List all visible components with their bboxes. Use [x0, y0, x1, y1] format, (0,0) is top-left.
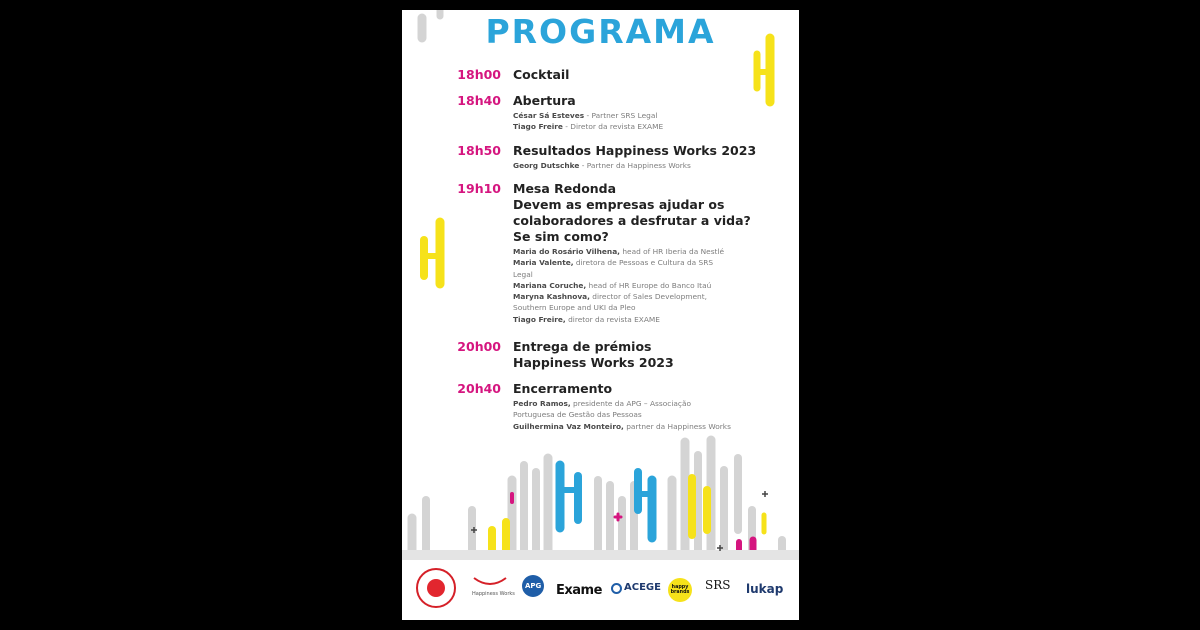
happiness-works-seal-logo — [416, 568, 456, 608]
lukap-logo — [746, 582, 796, 598]
speaker-role: head of HR Europe do Banco Itaú — [586, 280, 712, 290]
speaker-line — [513, 160, 753, 171]
happiness-works-label: Happiness Works — [472, 591, 515, 597]
speaker-role: head of HR Iberia da Nestlé — [620, 247, 725, 256]
speaker-name: Tiago Freire — [513, 122, 563, 132]
page-title: PROGRAMA — [485, 12, 716, 51]
speaker-line — [513, 121, 753, 132]
apg-logo — [522, 575, 544, 597]
speaker-role: Portuguesa de Gestão das Pessoas — [513, 410, 642, 420]
speaker-role: presidente da APG – Associação — [570, 399, 692, 408]
happy-brands-logo — [668, 578, 692, 602]
speaker-line — [513, 110, 753, 121]
smile-curve-icon — [470, 574, 510, 590]
agenda-title: Mesa Redonda — [513, 181, 617, 196]
speaker-line — [513, 257, 753, 268]
agenda-time: 18h40 — [457, 93, 501, 108]
acege-logo — [611, 581, 661, 597]
agenda-title: Resultados Happiness Works 2023 — [513, 143, 757, 158]
speaker-name: Maryna Kashnova, — [513, 292, 590, 302]
speaker-line — [513, 269, 753, 280]
speaker-role: diretor da revista EXAME — [565, 314, 660, 324]
exame-logo: Exame — [556, 583, 602, 598]
sponsor-logos — [402, 562, 799, 620]
speaker-name: Tiago Freire, — [513, 314, 566, 324]
speaker-role: - Partner SRS Legal — [584, 111, 658, 120]
agenda-title: Entrega de prémios — [513, 339, 652, 354]
agenda-time: 18h50 — [457, 143, 501, 158]
acege-label: ACEGE — [624, 582, 661, 593]
program-poster — [402, 10, 799, 620]
deco-floor — [402, 550, 799, 560]
speaker-line — [513, 314, 753, 325]
agenda-title: Happiness Works 2023 — [513, 355, 674, 370]
agenda-title: Se sim como? — [513, 229, 609, 244]
acege-globe-icon — [611, 583, 622, 594]
speaker-role: - Diretor da revista EXAME — [562, 122, 664, 132]
speaker-line — [513, 246, 753, 257]
speaker-line — [513, 280, 753, 291]
agenda-time: 19h10 — [457, 181, 501, 196]
agenda-title: Devem as empresas ajudar os — [513, 197, 725, 212]
agenda-time: 18h00 — [457, 67, 501, 82]
speaker-name: Maria do Rosário Vilhena, — [513, 247, 620, 256]
speaker-name: Maria Valente, — [513, 258, 574, 268]
agenda-time: 20h40 — [457, 381, 501, 396]
happiness-works-logo — [470, 574, 515, 604]
speaker-name: Guilhermina Vaz Monteiro, — [513, 421, 624, 431]
speaker-role: Legal — [513, 269, 533, 279]
speaker-name: Pedro Ramos, — [513, 399, 571, 408]
speaker-line — [513, 291, 753, 302]
speaker-line — [513, 409, 753, 420]
speaker-role: director of Sales Development, — [589, 292, 707, 302]
agenda-title: colaboradores a desfrutar a vida? — [513, 213, 751, 228]
speaker-role: diretora de Pessoas e Cultura da SRS — [573, 258, 714, 268]
agenda-title: Abertura — [513, 93, 576, 108]
speaker-name: Mariana Coruche, — [513, 280, 587, 290]
happy-brands-label: happy brands — [670, 585, 690, 595]
speaker-role: partner da Happiness Works — [623, 421, 731, 431]
lukap-label: lukap — [746, 582, 784, 596]
speaker-role: - Partner da Happiness Works — [579, 161, 691, 170]
speaker-role: Southern Europe and UKI da Pleo — [513, 303, 636, 313]
speaker-name: Georg Dutschke — [513, 161, 580, 170]
speaker-line — [513, 302, 753, 313]
agenda-time: 20h00 — [457, 339, 501, 354]
speaker-name: César Sá Esteves — [513, 111, 585, 120]
speaker-line — [513, 421, 753, 432]
agenda-title: Encerramento — [513, 381, 613, 396]
srs-logo: SRS — [705, 578, 731, 592]
speaker-line — [513, 398, 753, 409]
apg-label: APG — [525, 582, 542, 590]
agenda-title: Cocktail — [513, 67, 570, 82]
